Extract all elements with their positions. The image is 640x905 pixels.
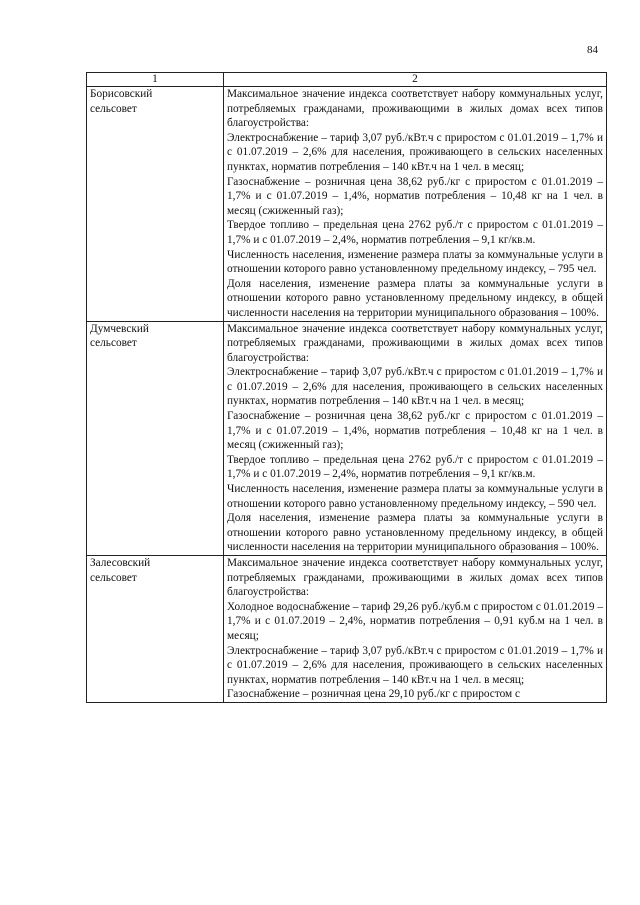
paragraph-gas: Газоснабжение – розничная цена 38,62 руб./кг с приростом с 01.01.2019 – 1,7% и с 01.07.2019 – 1,4%, норматив потребления – 10,48 кг на 1 чел. в месяц (сжиженный газ);: [227, 175, 603, 217]
page-number: 84: [587, 44, 598, 56]
paragraph-cold-water: Холодное водоснабжение – тариф 29,26 руб./куб.м с приростом с 01.01.2019 – 1,7% и с 01.07.2019 – 2,4%, норматив потребления – 0,91 куб.м на 1 чел. в месяц;: [227, 600, 603, 642]
paragraph-index-intro: Максимальное значение индекса соответствует набору коммунальных услуг, потребляемых гражданами, проживающими в жилых домах всех типов благоустройства:: [227, 557, 603, 599]
municipality-name-cell: [87, 321, 224, 556]
index-description-cell: [224, 87, 607, 322]
paragraph-population-count: Численность населения, изменение размера платы за коммунальные услуги в отношении которого равно установленному предельному индексу, – 590 чел.: [227, 483, 603, 510]
column-header-1: 1: [87, 73, 224, 87]
index-description-cell: [224, 556, 607, 703]
municipality-name-line: Думчевский: [90, 322, 149, 335]
paragraph-population-share: Доля населения, изменение размера платы за коммунальные услуги в отношении которого равно установленному предельному индексу, в общей численности населения на территории муниципального образования – 100%.: [227, 277, 603, 319]
municipality-name-line: сельсовет: [90, 102, 137, 115]
municipality-name-line: сельсовет: [90, 571, 137, 584]
municipality-index-table: [86, 72, 607, 703]
table-row-zalesovsky: [87, 556, 607, 703]
municipality-name-line: Борисовский: [90, 88, 153, 100]
index-description-cell: [224, 321, 607, 556]
paragraph-index-intro: Максимальное значение индекса соответствует набору коммунальных услуг, потребляемых гражданами, проживающими в жилых домах всех типов благоустройства:: [227, 88, 603, 130]
municipality-name-line: Залесовский: [90, 557, 151, 569]
municipality-name-cell: [87, 87, 224, 322]
table-row-dumchevsky: [87, 321, 607, 556]
table-header-row: [87, 73, 607, 87]
paragraph-solid-fuel: Твердое топливо – предельная цена 2762 руб./т с приростом с 01.01.2019 – 1,7% и с 01.07.2019 – 2,4%, норматив потребления – 9,1 кг/кв.м.: [227, 453, 603, 481]
paragraph-population-share: Доля населения, изменение размера платы за коммунальные услуги в отношении которого равно установленному предельному индексу, в общей численности населения на территории муниципального образования – 100%.: [227, 512, 603, 554]
table-row-borisovsky: [87, 87, 607, 322]
municipality-name-line: сельсовет: [90, 337, 137, 350]
paragraph-population-count: Численность населения, изменение размера платы за коммунальные услуги в отношении которого равно установленному предельному индексу, – 795 чел.: [227, 248, 603, 276]
paragraph-electricity: Электроснабжение – тариф 3,07 руб./кВт.ч с приростом с 01.01.2019 – 1,7% и с 01.07.2019 – 2,6% для населения, проживающего в сельских населенных пунктах, норматив потребления – 140 кВт.ч на 1 чел. в месяц;: [227, 366, 603, 408]
municipality-name-cell: [87, 556, 224, 703]
paragraph-index-intro: Максимальное значение индекса соответствует набору коммунальных услуг, потребляемых гражданами, проживающими в жилых домах всех типов благоустройства:: [227, 322, 603, 364]
paragraph-electricity: Электроснабжение – тариф 3,07 руб./кВт.ч с приростом с 01.01.2019 – 1,7% и с 01.07.2019 – 2,6% для населения, проживающего в сельских населенных пунктах, норматив потребления – 140 кВт.ч на 1 чел. в месяц;: [227, 131, 603, 173]
paragraph-gas: Газоснабжение – розничная цена 38,62 руб./кг с приростом с 01.01.2019 – 1,7% и с 01.07.2019 – 1,4%, норматив потребления – 10,48 кг на 1 чел. в месяц (сжиженный газ);: [227, 410, 603, 452]
paragraph-electricity: Электроснабжение – тариф 3,07 руб./кВт.ч с приростом с 01.01.2019 – 1,7% и с 01.07.2019 – 2,6% для населения, проживающего в сельских населенных пунктах, норматив потребления – 140 кВт.ч на 1 чел. в месяц;: [227, 644, 603, 686]
column-header-2: 2: [224, 73, 607, 87]
paragraph-gas: Газоснабжение – розничная цена 29,10 руб./кг с приростом с: [227, 688, 521, 701]
paragraph-solid-fuel: Твердое топливо – предельная цена 2762 руб./т с приростом с 01.01.2019 – 1,7% и с 01.07.2019 – 2,4%, норматив потребления – 9,1 кг/кв.м.: [227, 219, 603, 246]
